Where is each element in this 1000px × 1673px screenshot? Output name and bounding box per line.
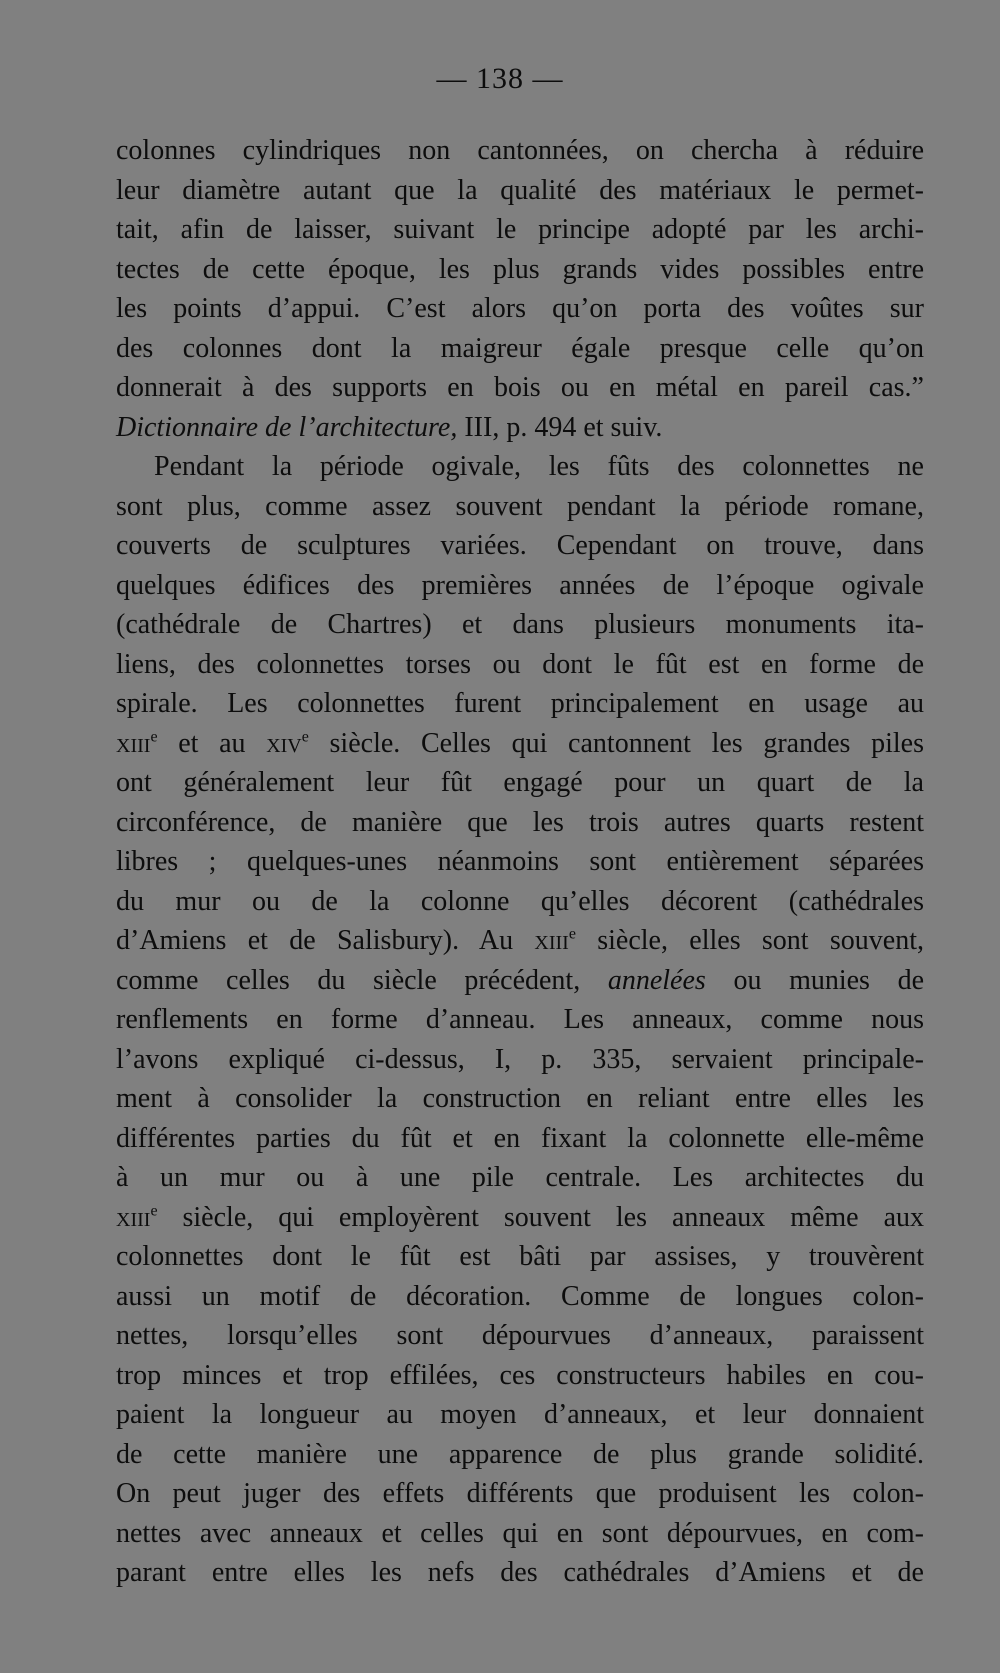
text-line: parant entre elles les nefs des cathédrales d’Amiens et de	[116, 1557, 924, 1588]
text-line	[116, 1198, 924, 1238]
text-line: ment à consolider la construction en reliant entre elles les	[116, 1083, 924, 1114]
text-line: quelques édifices des premières années de l’époque ogivale	[116, 569, 924, 601]
quote-block	[116, 131, 924, 447]
text-line: sont plus, comme assez souvent pendant la période romane,	[116, 490, 924, 522]
text-line	[116, 921, 924, 961]
text-line: différentes parties du fût et en fixant la colonnette elle-même	[116, 1122, 924, 1154]
text-fragment: d’Amiens et de Salisbury). Au	[116, 925, 535, 956]
century-numeral: xiii	[116, 727, 151, 759]
text-line: libres ; quelques-unes néanmoins sont entièrement séparées	[116, 846, 924, 877]
text-line: de cette manière une apparence de plus grande solidité.	[116, 1438, 924, 1470]
text-line: nettes, lorsqu’elles sont dépourvues d’anneaux, paraissent	[116, 1320, 924, 1351]
century-numeral: xiii	[534, 925, 569, 956]
main-paragraph	[116, 447, 924, 1593]
text-line: colonnettes dont le fût est bâti par assises, y trouvèrent	[116, 1241, 924, 1272]
text-fragment: siècle. Celles qui cantonnent les grandes piles	[308, 727, 924, 759]
superscript: e	[150, 728, 158, 746]
text-fragment: siècle, qui employèrent souvent les anneaux même aux	[157, 1201, 924, 1233]
text-line: les points d’appui. C’est alors qu’on porta des voûtes sur	[116, 293, 924, 324]
superscript: e	[301, 728, 309, 746]
italic-term: annelées	[607, 964, 706, 996]
page-number: — 138 —	[436, 62, 564, 95]
text-line: colonnes cylindriques non cantonnées, on chercha à réduire	[116, 135, 924, 166]
text-line: donnerait à des supports en bois ou en métal en pareil cas.”	[116, 372, 924, 403]
text-fragment: ou munies de	[705, 964, 924, 996]
text-line: spirale. Les colonnettes furent principalement en usage au	[116, 688, 924, 719]
citation-title: Dictionnaire de l’architecture,	[116, 411, 458, 443]
citation-line	[116, 408, 924, 448]
text-line: (cathédrale de Chartres) et dans plusieurs monuments ita-	[116, 609, 924, 640]
text-line: trop minces et trop effilées, ces constructeurs habiles en cou-	[116, 1359, 924, 1391]
text-line: tectes de cette époque, les plus grands vides possibles entre	[116, 253, 924, 285]
citation-reference: III, p. 494 et suiv.	[457, 411, 663, 443]
century-numeral: xiv	[266, 727, 302, 759]
text-line: l’avons expliqué ci-dessus, I, p. 335, servaient principale-	[116, 1043, 924, 1075]
text-line: couverts de sculptures variées. Cependant on trouve, dans	[116, 530, 924, 561]
text-line: tait, afin de laisser, suivant le principe adopté par les archi-	[116, 214, 924, 245]
body-text	[116, 131, 924, 1593]
text-fragment: et au	[157, 727, 267, 759]
text-line: Pendant la période ogivale, les fûts des colonnettes ne	[154, 451, 924, 482]
text-fragment: siècle, elles sont souvent,	[575, 925, 925, 956]
text-line	[116, 961, 924, 1001]
century-numeral: xiii	[116, 1201, 151, 1233]
text-line: renflements en forme d’anneau. Les anneaux, comme nous	[116, 1004, 924, 1035]
text-fragment: comme celles du siècle précédent,	[116, 964, 608, 996]
text-line: des colonnes dont la maigreur égale presque celle qu’on	[116, 332, 924, 364]
text-line: circonférence, de manière que les trois autres quarts restent	[116, 806, 924, 838]
text-line: nettes avec anneaux et celles qui en sont dépourvues, en com-	[116, 1517, 924, 1549]
text-line: leur diamètre autant que la qualité des matériaux le permet-	[116, 174, 924, 206]
text-line: du mur ou de la colonne qu’elles décorent (cathédrales	[116, 885, 924, 917]
superscript: e	[150, 1202, 158, 1220]
text-line: aussi un motif de décoration. Comme de longues colon-	[116, 1280, 924, 1312]
text-line: On peut juger des effets différents que produisent les colon-	[116, 1478, 924, 1509]
text-line: liens, des colonnettes torses ou dont le fût est en forme de	[116, 648, 924, 680]
superscript: e	[568, 925, 576, 943]
text-line: ont généralement leur fût engagé pour un quart de la	[116, 767, 924, 798]
text-line	[116, 724, 924, 764]
text-line: paient la longueur au moyen d’anneaux, et leur donnaient	[116, 1399, 924, 1430]
text-line: à un mur ou à une pile centrale. Les architectes du	[116, 1162, 924, 1193]
